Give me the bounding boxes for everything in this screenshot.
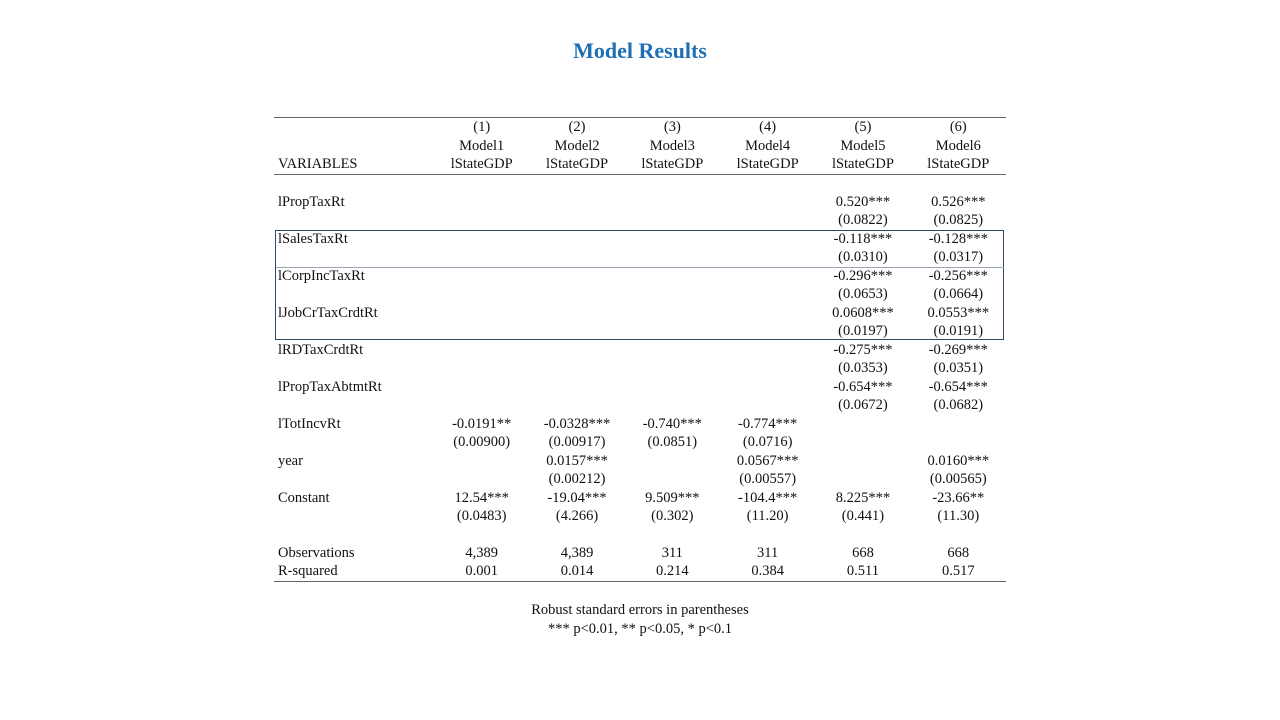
column-number: (6) <box>911 118 1006 137</box>
coefficient-cell: 9.509*** <box>645 489 700 506</box>
highlight-box-divider <box>276 267 1004 268</box>
column-dependent-variable: lStateGDP <box>625 155 720 174</box>
coefficient-cell <box>529 304 624 323</box>
coefficient-cell <box>529 341 624 360</box>
standard-error-cell <box>529 396 624 415</box>
coefficient-cell: -0.269*** <box>928 341 988 358</box>
standard-error-cell: (0.0716) <box>742 434 793 450</box>
coefficient-cell: -0.128*** <box>928 230 988 247</box>
coefficient-cell <box>529 193 624 212</box>
stat-value: 0.384 <box>720 562 815 581</box>
coefficient-cell <box>529 378 624 397</box>
variables-header: VARIABLES <box>274 155 434 174</box>
standard-error-cell: (0.0653) <box>838 286 888 302</box>
stat-value: 0.511 <box>815 562 910 581</box>
standard-error-cell: (0.441) <box>841 508 885 524</box>
stat-name: R-squared <box>274 562 434 581</box>
table-row <box>274 341 1006 360</box>
coefficient-cell: -23.66** <box>932 489 985 506</box>
coefficient-cell <box>434 193 529 212</box>
standard-error-cell <box>625 211 720 230</box>
variable-name: lTotIncvRt <box>278 415 341 432</box>
standard-error-cell <box>529 211 624 230</box>
variable-name-blank <box>274 433 434 452</box>
standard-error-cell: (11.30) <box>937 508 980 524</box>
coefficient-cell <box>625 378 720 397</box>
coefficient-cell <box>625 193 720 212</box>
column-dependent-variable: lStateGDP <box>815 155 910 174</box>
stats-row <box>274 562 1006 581</box>
coefficient-cell: -0.118*** <box>833 230 893 247</box>
coefficient-cell: -0.654*** <box>928 378 988 395</box>
column-dependent-variable: lStateGDP <box>911 155 1006 174</box>
standard-error-cell <box>529 248 624 267</box>
spacer-cell <box>720 526 815 544</box>
table-row <box>274 415 1006 434</box>
spacer-cell <box>720 174 815 193</box>
standard-error-cell <box>911 433 1006 452</box>
coefficient-cell <box>720 230 815 249</box>
column-dependent-variable: lStateGDP <box>434 155 529 174</box>
standard-error-cell <box>529 359 624 378</box>
coefficient-cell: -19.04*** <box>547 489 607 506</box>
coefficient-cell: 0.520*** <box>835 193 891 210</box>
spacer-cell <box>815 174 910 193</box>
column-dependent-variable: lStateGDP <box>720 155 815 174</box>
spacer-row <box>274 174 1006 193</box>
header-blank <box>274 118 434 137</box>
standard-error-cell: (0.0353) <box>838 360 888 376</box>
standard-error-cell <box>434 285 529 304</box>
standard-error-cell <box>434 322 529 341</box>
standard-error-cell: (0.0197) <box>838 323 888 339</box>
coefficient-cell: 0.0157*** <box>546 452 608 469</box>
coefficient-cell <box>434 304 529 323</box>
column-model-name: Model1 <box>459 137 505 154</box>
spacer-cell <box>434 174 529 193</box>
stats-row <box>274 544 1006 563</box>
variable-name: year <box>278 452 303 469</box>
standard-error-cell: (0.00212) <box>548 471 606 487</box>
standard-error-cell <box>529 322 624 341</box>
standard-error-cell: (11.20) <box>746 508 789 524</box>
standard-error-cell <box>434 248 529 267</box>
variable-name-blank <box>274 322 434 341</box>
coefficient-cell <box>911 415 1006 434</box>
stat-value: 0.517 <box>911 562 1006 581</box>
coefficient-cell <box>720 341 815 360</box>
variable-name: lRDTaxCrdtRt <box>278 341 364 358</box>
coefficient-cell <box>720 193 815 212</box>
standard-error-cell <box>434 396 529 415</box>
coefficient-cell: 0.0608*** <box>832 304 894 321</box>
standard-error-cell: (0.0310) <box>838 249 888 265</box>
column-number: (2) <box>529 118 624 137</box>
standard-error-cell <box>625 396 720 415</box>
table-row-se <box>274 470 1006 489</box>
coefficient-cell: 0.0553*** <box>927 304 990 321</box>
table-row <box>274 230 1006 249</box>
coefficient-cell <box>434 452 529 471</box>
coefficient-cell <box>529 267 624 286</box>
coefficient-cell: -0.740*** <box>642 415 702 432</box>
variable-name-blank <box>274 248 434 267</box>
header-row <box>274 137 1006 156</box>
stat-value: 311 <box>661 544 683 561</box>
coefficient-cell <box>625 304 720 323</box>
coefficient-cell: 0.0567*** <box>736 452 799 469</box>
standard-error-cell: (0.0191) <box>933 323 984 339</box>
table-notes <box>0 601 1280 639</box>
spacer-cell <box>274 526 434 544</box>
stat-name: Observations <box>278 544 355 561</box>
standard-error-cell: (0.00900) <box>453 434 511 450</box>
standard-error-cell <box>434 211 529 230</box>
standard-error-cell <box>720 322 815 341</box>
standard-error-cell: (0.0664) <box>933 286 984 302</box>
standard-error-cell: (0.0483) <box>456 508 507 524</box>
table-row-se <box>274 248 1006 267</box>
table-row-se <box>274 396 1006 415</box>
spacer-cell <box>911 526 1006 544</box>
coefficient-cell <box>434 378 529 397</box>
standard-error-cell <box>625 322 720 341</box>
stat-value: 311 <box>757 544 779 561</box>
coefficient-cell <box>434 230 529 249</box>
coefficient-cell <box>529 230 624 249</box>
stat-value: 0.014 <box>529 562 624 581</box>
coefficient-cell: -0.774*** <box>738 415 798 432</box>
stat-value: 4,389 <box>560 544 594 561</box>
coefficient-cell: -0.0328*** <box>543 415 611 432</box>
table-row-se <box>274 211 1006 230</box>
variable-name: lCorpIncTaxRt <box>278 267 365 284</box>
standard-error-cell <box>625 470 720 489</box>
standard-error-cell <box>720 396 815 415</box>
coefficient-cell: 0.0160*** <box>927 452 990 469</box>
column-number: (5) <box>815 118 910 137</box>
standard-error-cell: (0.0351) <box>933 360 984 376</box>
standard-error-cell: (0.0851) <box>647 434 698 450</box>
column-model-name: Model6 <box>935 137 981 154</box>
standard-error-cell: (0.00565) <box>929 471 987 487</box>
table-row <box>274 452 1006 471</box>
coefficient-cell: -0.654*** <box>833 378 893 395</box>
table-row-se <box>274 507 1006 526</box>
variable-name-blank <box>274 470 434 489</box>
coefficient-cell: -0.275*** <box>833 341 893 358</box>
standard-error-cell <box>625 248 720 267</box>
standard-error-cell <box>625 359 720 378</box>
standard-error-cell: (4.266) <box>555 508 599 524</box>
spacer-cell <box>815 526 910 544</box>
table-row-se <box>274 433 1006 452</box>
standard-error-cell <box>720 285 815 304</box>
standard-error-cell: (0.0682) <box>933 397 984 413</box>
standard-error-cell: (0.0317) <box>933 249 984 265</box>
column-model-name: Model5 <box>840 137 886 154</box>
table-row-se <box>274 359 1006 378</box>
coefficient-cell <box>625 341 720 360</box>
coefficient-cell: -104.4*** <box>738 489 798 506</box>
spacer-cell <box>434 526 529 544</box>
standard-error-cell <box>815 470 910 489</box>
table-row-se <box>274 285 1006 304</box>
variable-name-blank <box>274 507 434 526</box>
notes-line-significance: *** p<0.01, ** p<0.05, * p<0.1 <box>547 621 733 637</box>
variable-name: lSalesTaxRt <box>278 230 348 247</box>
coefficient-cell <box>434 267 529 286</box>
variable-name: lPropTaxRt <box>278 193 345 210</box>
header-blank <box>274 137 434 156</box>
standard-error-cell: (0.00557) <box>739 471 797 487</box>
coefficient-cell <box>625 452 720 471</box>
coefficient-cell: 12.54*** <box>454 489 509 506</box>
coefficient-cell: 8.225*** <box>835 489 891 506</box>
table-row-se <box>274 322 1006 341</box>
coefficient-cell <box>720 267 815 286</box>
coefficient-cell <box>815 415 910 434</box>
column-dependent-variable: lStateGDP <box>529 155 624 174</box>
standard-error-cell: (0.0822) <box>838 212 888 228</box>
table-row <box>274 378 1006 397</box>
coefficient-cell <box>625 230 720 249</box>
variable-name: lJobCrTaxCrdtRt <box>278 304 378 321</box>
table-row <box>274 267 1006 286</box>
coefficient-cell: -0.296*** <box>833 267 893 284</box>
spacer-row <box>274 526 1006 544</box>
coefficient-cell <box>720 378 815 397</box>
column-number: (1) <box>434 118 529 137</box>
table-row <box>274 489 1006 508</box>
coefficient-cell <box>815 452 910 471</box>
standard-error-cell: (0.302) <box>651 508 694 524</box>
column-model-name: Model2 <box>554 137 600 154</box>
stat-value: 668 <box>947 544 970 561</box>
variable-name: lPropTaxAbtmtRt <box>278 378 382 395</box>
column-model-name: Model3 <box>649 137 695 154</box>
column-model-name: Model4 <box>745 137 791 154</box>
page-title: Model Results <box>573 38 707 63</box>
spacer-cell <box>625 174 720 193</box>
header-row <box>274 118 1006 137</box>
column-number: (3) <box>625 118 720 137</box>
stat-value: 4,389 <box>465 544 499 561</box>
coefficient-cell <box>434 341 529 360</box>
coefficient-cell: 0.526*** <box>931 193 986 210</box>
standard-error-cell <box>529 285 624 304</box>
spacer-cell <box>529 526 624 544</box>
coefficient-cell: -0.256*** <box>928 267 988 284</box>
spacer-cell <box>911 174 1006 193</box>
table-row <box>274 193 1006 212</box>
spacer-cell <box>274 174 434 193</box>
table-row <box>274 304 1006 323</box>
standard-error-cell <box>434 470 529 489</box>
standard-error-cell <box>434 359 529 378</box>
spacer-cell <box>625 526 720 544</box>
standard-error-cell <box>815 433 910 452</box>
standard-error-cell <box>720 248 815 267</box>
variable-name-blank <box>274 396 434 415</box>
standard-error-cell: (0.0672) <box>838 397 888 413</box>
stat-value: 0.001 <box>434 562 529 581</box>
standard-error-cell: (0.00917) <box>548 434 606 450</box>
stat-value: 668 <box>852 544 874 561</box>
coefficient-cell: -0.0191** <box>452 415 512 432</box>
standard-error-cell <box>625 285 720 304</box>
coefficient-cell <box>625 267 720 286</box>
column-number: (4) <box>720 118 815 137</box>
variable-name-blank <box>274 211 434 230</box>
variable-name-blank <box>274 285 434 304</box>
variable-name: Constant <box>278 489 330 506</box>
header-row <box>274 155 1006 174</box>
regression-results-table <box>274 117 1006 582</box>
coefficient-cell <box>720 304 815 323</box>
stat-value: 0.214 <box>625 562 720 581</box>
standard-error-cell <box>720 211 815 230</box>
variable-name-blank <box>274 359 434 378</box>
standard-error-cell <box>720 359 815 378</box>
notes-line-se: Robust standard errors in parentheses <box>531 602 749 618</box>
spacer-cell <box>529 174 624 193</box>
standard-error-cell: (0.0825) <box>933 212 984 228</box>
